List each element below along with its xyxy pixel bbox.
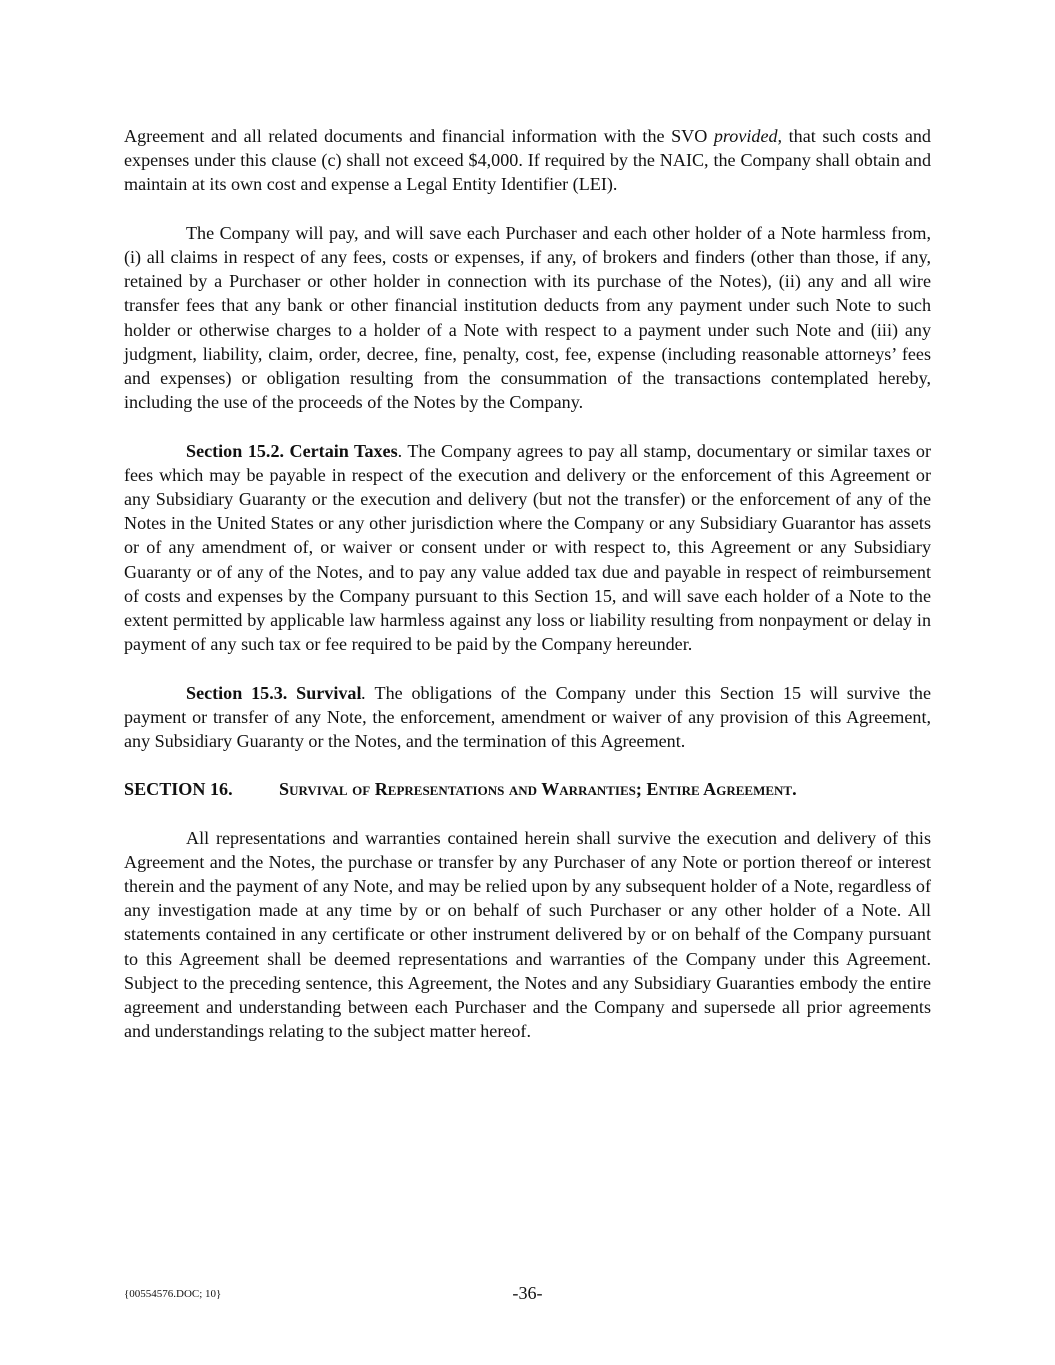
section-15-2-body: The Company agrees to pay all stamp, documentary or similar taxes or fees which may be payable in respect of the execution and delivery or the enforcement of this Agreement or any Subsidiary Guaranty or the execution and delivery (but not the transfer) or the enforcement of any of the Notes in the United States or any other jurisdiction where the Company or any Subsidiary Guarantor has assets or of any amendment of, or waiver or consent under or with respect to, this Agreement or any Subsidiary Guaranty or of any of the Notes, and to pay any value added tax due and payable in respect of reimbursement of costs and expenses by the Company pursuant to this Section 15, and will save each holder of a Note to the extent permitted by applicable law harmless against any loss or liability resulting from nonpayment or delay in payment of any such tax or fee required to be paid by the Company hereunder.	[124, 440, 931, 655]
paragraph-continuation	[124, 124, 931, 197]
continuation-italic: provided,	[713, 126, 783, 146]
document-id: {00554576.DOC; 10}	[124, 1288, 222, 1300]
document-page	[124, 124, 931, 1043]
section-15-3	[124, 681, 931, 754]
section-15-3-punct: .	[361, 682, 367, 703]
page-footer	[124, 1283, 931, 1307]
section-15-2	[124, 439, 931, 657]
continuation-text-before: Agreement and all related documents and financial information with the SVO	[124, 126, 714, 146]
section-16-heading	[124, 777, 931, 801]
paragraph-fees: The Company will pay, and will save each Purchaser and each other holder of a Note harmless from, (i) all claims in respect of any fees, costs or expenses, if any, of brokers and finders (other than those, if any, retained by a Purchaser or other holder in connection with its purchase of the Notes), (ii) any and all wire transfer fees that any bank or other financial institution deducts from any payment under such Note to such holder or otherwise charges to a holder of a Note with respect to a payment under such Note and (iii) any judgment, liability, claim, order, decree, fine, penalty, cost, fee, expense (including reasonable attorneys’ fees and expenses) or obligation resulting from the consummation of the transactions contemplated hereby, including the use of the proceeds of the Notes by the Company.	[124, 222, 931, 413]
section-16-number: SECTION 16.	[124, 779, 233, 800]
section-16-title: Survival of Representations and Warranties; Entire Agreement.	[279, 779, 797, 800]
section-15-3-heading: Section 15.3. Survival	[186, 682, 362, 703]
section-16-body: All representations and warranties contained herein shall survive the execution and delivery of this Agreement and the Notes, the purchase or transfer by any Purchaser of any Note or portion thereof or interest therein and the payment of any Note, and may be relied upon by any subsequent holder of a Note, regardless of any investigation made at any time by or on behalf of such Purchaser or any other holder of a Note. All statements contained in any certificate or other instrument delivered by or on behalf of the Company pursuant to this Agreement shall be deemed representations and warranties of the Company under this Agreement. Subject to the preceding sentence, this Agreement, the Notes and any Subsidiary Guaranties embody the entire agreement and understanding between each Purchaser and the Company and supersede all prior agreements and understandings relating to the subject matter hereof.	[124, 827, 931, 1042]
section-15-2-heading: Section 15.2. Certain Taxes	[186, 440, 398, 461]
section-15-2-punct: .	[397, 440, 403, 461]
section-15-3-body: The obligations of the Company under this Section 15 will survive the payment or transfer of any Note, the enforcement, amendment or waiver of any provision of this Agreement, any Subsidiary Guaranty or the Notes, and the termination of this Agreement.	[124, 682, 932, 752]
continuation-text-after: that such costs and expenses under this clause (c) shall not exceed $4,000. If required by the NAIC, the Company shall obtain and maintain at its own cost and expense a Legal Entity Identifier (LEI).	[124, 126, 931, 195]
page-number: -36-	[512, 1283, 543, 1303]
